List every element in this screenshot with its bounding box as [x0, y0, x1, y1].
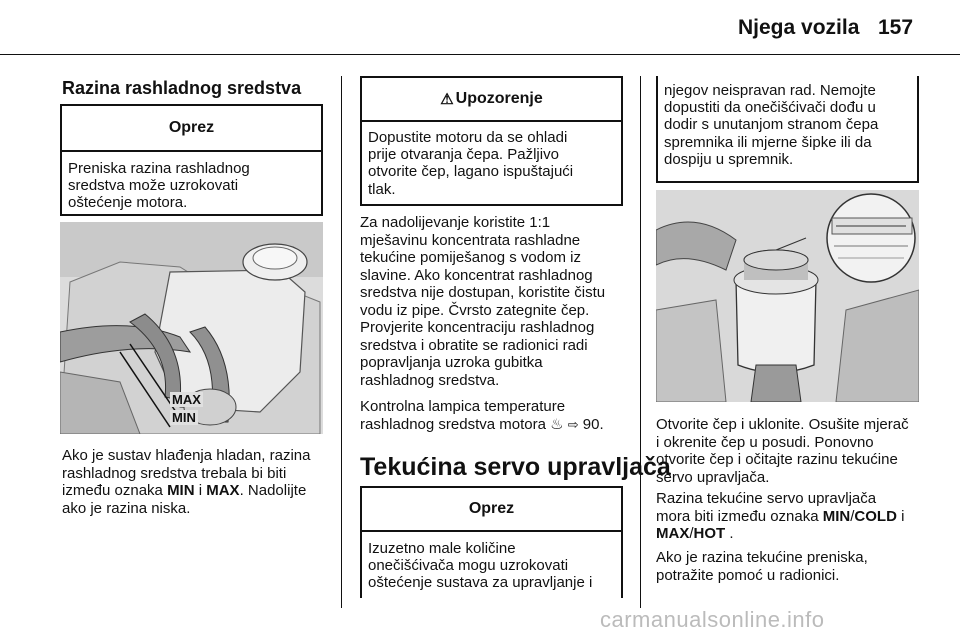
- text-line: slavine. Ako koncentrat rashladnog: [360, 266, 593, 284]
- text-line: popravljanja uzroka gubitka: [360, 354, 543, 371]
- text-line: Ako je sustav hlađenja hladan, razina: [62, 447, 311, 464]
- caution-box-steering: [360, 486, 623, 598]
- min-mark-text: MIN: [167, 482, 195, 499]
- text-line: Otvorite čep i uklonite. Osušite mjerač: [656, 416, 909, 433]
- text-line: vodu iz pipe. Čvrsto zategnite čep.: [360, 301, 590, 319]
- caution-continued-text: [658, 76, 917, 168]
- caution-line: dodir s unutanjom stranom čepa: [664, 116, 879, 134]
- text-line: Provjerite koncentraciju rashladnog: [360, 319, 595, 336]
- caution-line: Preniska razina rashladnog: [68, 160, 250, 177]
- low-level-paragraph: [656, 549, 956, 584]
- caution-title: Oprez: [362, 488, 621, 532]
- caution-line: Izuzetno male količine: [368, 540, 516, 557]
- text-line: mješavinu koncentrata rashladne: [360, 231, 581, 249]
- text-line: Ako je razina tekućine preniska,: [656, 549, 868, 566]
- warning-line: prije otvaranja čepa. Pažljivo: [368, 146, 559, 164]
- caution-line: onečišćivača mogu uzrokovati: [368, 557, 569, 575]
- text-line: rashladnog sredstva.: [360, 371, 500, 389]
- page-reference-number: 90.: [578, 415, 604, 433]
- warning-line: Dopustite motoru da se ohladi: [368, 129, 568, 146]
- column-divider-2: [640, 76, 641, 608]
- text-line: otvorite čep i očitajte razinu tekućine: [656, 451, 898, 468]
- text-line: Za nadolijevanje koristite 1:1: [360, 214, 551, 231]
- text-span: /: [850, 507, 855, 525]
- text-line: [360, 416, 635, 434]
- caution-line: dopustiti da onečišćivači dođu u: [664, 99, 876, 117]
- caution-line: sredstva može uzrokovati: [68, 177, 239, 195]
- caution-box-continued: [656, 76, 919, 183]
- text-span: /: [689, 525, 694, 542]
- page-number: 157: [878, 16, 914, 39]
- hot-mark-text: HOT: [693, 525, 726, 542]
- text-line: [656, 508, 956, 526]
- page-reference-icon: ⇨: [567, 416, 579, 432]
- caution-line: oštećenje motora.: [68, 194, 188, 212]
- min-mark-label: MIN: [172, 410, 196, 425]
- coolant-level-paragraph: [62, 447, 332, 517]
- text-line: ako je razina niska.: [62, 499, 191, 517]
- caution-text: [362, 532, 621, 592]
- max-mark-text: MAX: [206, 482, 240, 499]
- caution-line: dospiju u spremnik.: [664, 150, 794, 168]
- text-span: između oznaka: [62, 482, 168, 499]
- cold-mark-text: COLD: [854, 507, 897, 525]
- power-steering-reservoir-figure: [656, 190, 919, 402]
- caution-line: njegov neispravan rad. Nemojte: [664, 82, 876, 99]
- caution-text: [62, 152, 321, 212]
- text-line: tekućine pomiješanog s vodom iz: [360, 249, 581, 266]
- dipstick-paragraph: [656, 416, 956, 486]
- warning-header: [362, 78, 621, 122]
- text-line: Kontrolna lampica temperature: [360, 398, 566, 415]
- warning-title: Upozorenje: [455, 90, 543, 107]
- warning-line: otvorite čep, lagano ispuštajući: [368, 163, 574, 181]
- text-line: potražite pomoć u radionici.: [656, 566, 840, 584]
- running-header-title: Njega vozila: [738, 16, 860, 39]
- warning-text: [362, 122, 621, 198]
- text-line: sredstva nije dostupan, koristite čistu: [360, 284, 606, 301]
- caution-title: Oprez: [62, 106, 321, 152]
- caution-line: spremnika ili mjerne šipke ili da: [664, 133, 872, 151]
- coolant-level-heading: Razina rashladnog sredstva: [62, 78, 302, 98]
- temperature-lamp-paragraph: [360, 398, 635, 433]
- max-mark-label: MAX: [172, 392, 201, 407]
- text-line: rashladnog sredstva trebala bi biti: [62, 464, 287, 482]
- header-rule: [0, 54, 960, 55]
- text-span: . Nadolijte: [239, 482, 307, 499]
- caution-line: oštećenje sustava za upravljanje i: [368, 574, 593, 592]
- warning-line: tlak.: [368, 180, 396, 198]
- text-line: Razina tekućine servo upravljača: [656, 490, 877, 507]
- text-line: sredstva i obratite se radionici radi: [360, 336, 588, 354]
- text-span: i: [896, 507, 905, 525]
- text-line: i okrenite čep u posudi. Ponovno: [656, 433, 874, 451]
- steering-level-paragraph: [656, 490, 956, 543]
- text-line: [62, 482, 332, 500]
- coolant-temperature-icon: ♨: [550, 415, 564, 433]
- watermark: carmanualsonline.info: [600, 607, 825, 632]
- coolant-fill-paragraph: [360, 214, 635, 389]
- min-mark-text: MIN: [822, 507, 851, 525]
- text-span: mora biti između oznaka: [656, 507, 823, 525]
- warning-triangle-icon: ⚠: [440, 91, 454, 108]
- text-line: [656, 525, 956, 543]
- caution-box-coolant: [60, 104, 323, 216]
- power-steering-reservoir-illustration: [656, 190, 919, 402]
- text-span: rashladnog sredstva motora: [360, 415, 551, 433]
- coolant-reservoir-figure: [60, 222, 323, 434]
- text-span: .: [725, 525, 734, 542]
- text-line: servo upravljača.: [656, 468, 770, 486]
- warning-box: [360, 76, 623, 206]
- power-steering-heading: Tekućina servo upravljača: [360, 453, 671, 481]
- text-span: i: [194, 482, 207, 499]
- max-mark-text: MAX: [656, 525, 690, 542]
- column-divider-1: [341, 76, 342, 608]
